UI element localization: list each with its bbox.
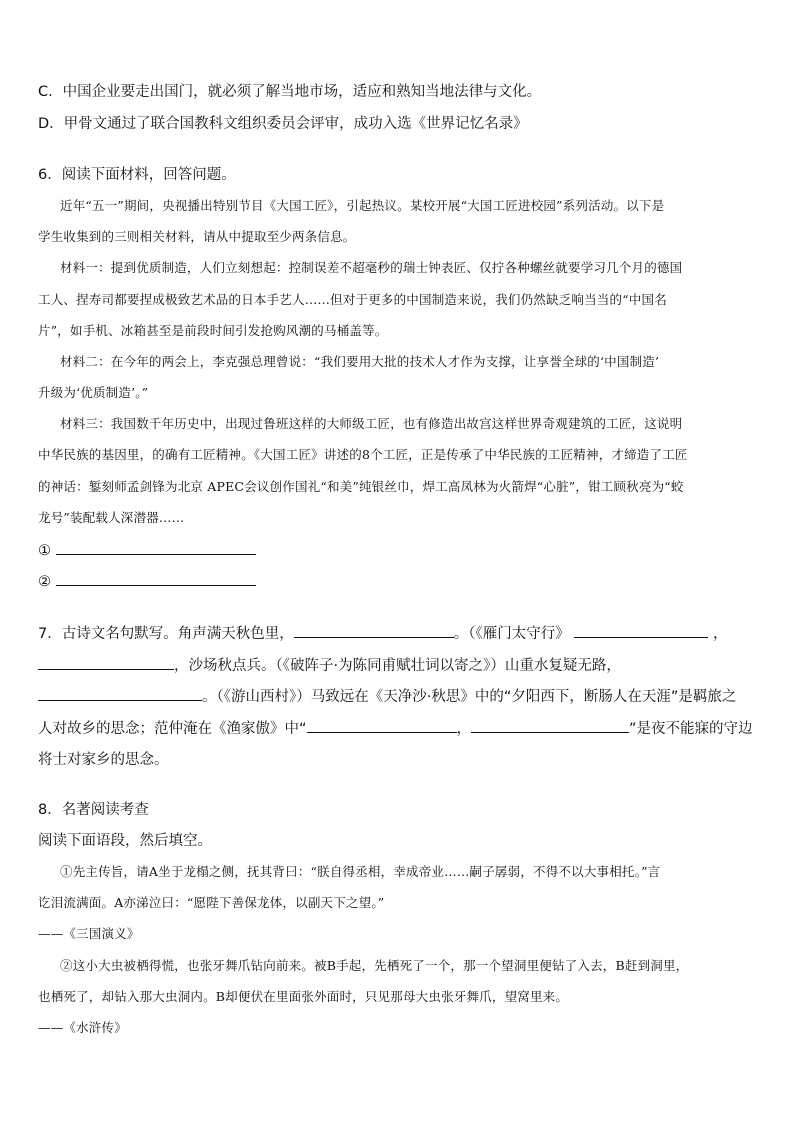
q7-line-1-text-b: 。（《雁门太守行》 — [453, 626, 570, 642]
q6-material-3-line-1: 材料三：我国数千年历史中，出现过鲁班这样的大师级工匠，也有修造出故宫这样世界奇观建筑的工匠，这说明 — [60, 416, 683, 431]
q6-intro-line-2: 学生收集到的三则相关材料，请从中提取至少两条信息。 — [38, 229, 356, 244]
q6-material-1-line-2: 工人、捏寿司都要捏成极致艺术品的日本手艺人……但对于更多的中国制造来说，我们仍然缺乏响当当的“中国名 — [38, 292, 667, 307]
q7-blank-3[interactable] — [38, 655, 174, 670]
q7-blank-1[interactable] — [294, 623, 454, 638]
q6-material-3-line-4: 龙号”装配载人深潜器…… — [38, 510, 185, 525]
q7-line-1 — [38, 623, 727, 644]
q6-answer-2-label: ② — [38, 574, 51, 590]
q7-blank-2[interactable] — [574, 623, 708, 638]
q8-passage-1-line-2: 讫泪流满面。A亦涕泣曰：“愿陛下善保龙体，以副天下之望。” — [38, 895, 385, 910]
q6-answer-2-blank[interactable] — [56, 571, 256, 586]
q6-answer-2 — [38, 571, 256, 592]
q8-passage-2-line-1: ②这小大虫被栖得慌，也张牙舞爪钻向前来。被B手起，先栖死了一个，那一个望洞里便钻了入去，B赶到洞里， — [60, 958, 689, 973]
q8-heading: 8．名著阅读考查 — [38, 802, 149, 818]
q7-line-2-text: ，沙场秋点兵。（《破阵子·为陈同甫赋壮词以寄之》）山重水复疑无路， — [174, 658, 621, 674]
q5-option-c: C．中国企业要走出国门，就必须了解当地市场，适应和熟知当地法律与文化。 — [38, 84, 542, 100]
q7-line-2 — [38, 655, 621, 676]
q6-material-3-line-3: 的神话：錾刻师孟剑锋为北京 APEC会议创作国礼“和美”纯银丝巾，焊工高凤林为火箭焊“心脏”，钳工顾秋亮为“蛟 — [38, 479, 684, 494]
q7-blank-6[interactable] — [471, 718, 629, 733]
q7-line-5: 将士对家乡的思念。 — [38, 752, 169, 768]
q5-option-d: D．甲骨文通过了联合国教科文组织委员会评审，成功入选《世界记忆名录》 — [38, 116, 528, 132]
q7-line-4-text-a: 人对故乡的思念；范仲淹在《渔家傲》中“ — [38, 721, 307, 737]
q7-line-4-text-c: ”是夜不能寐的守边 — [629, 721, 753, 737]
q8-passage-1-source: ——《三国演义》 — [38, 926, 140, 941]
q8-instruction: 阅读下面语段，然后填空。 — [38, 833, 212, 849]
q7-line-1-text-c: ， — [712, 626, 728, 642]
q6-material-3-line-2: 中华民族的基因里，的确有工匠精神。《大国工匠》讲述的8个工匠，正是传承了中华民族的工匠精神，才缔造了工匠 — [38, 447, 688, 462]
q6-material-2-line-1: 材料二：在今年的两会上，李克强总理曾说：“我们要用大批的技术人才作为支撑，让享誉全球的‘中国制造’ — [60, 354, 660, 369]
q7-line-3-text: 。（《游山西村》）马致远在《天净沙·秋思》中的“夕阳西下，断肠人在天涯”是羁旅之 — [202, 689, 737, 705]
q6-answer-1-label: ① — [38, 543, 51, 559]
q8-passage-1-line-1: ①先主传旨，请A坐于龙榻之侧，抚其背曰：“朕自得丞相，幸成帝业……嗣子孱弱，不得不以大事相托。”言 — [60, 864, 661, 879]
q7-line-1-text-a: 7．古诗文名句默写。角声满天秋色里， — [38, 626, 294, 642]
q7-blank-5[interactable] — [307, 718, 457, 733]
q6-answer-1 — [38, 540, 256, 561]
q6-material-2-line-2: 升级为‘优质制造’。” — [38, 385, 149, 400]
q6-answer-1-blank[interactable] — [56, 540, 256, 555]
q6-heading: 6．阅读下面材料，回答问题。 — [38, 167, 236, 183]
q7-blank-4[interactable] — [38, 686, 202, 701]
q6-intro-line-1: 近年“五一”期间，央视播出特别节目《大国工匠》，引起热议。某校开展“大国工匠进校园”系列活动。以下是 — [60, 198, 665, 213]
q7-line-4-text-b: ， — [456, 721, 472, 737]
q6-material-1-line-1: 材料一：提到优质制造，人们立刻想起：控制误差不超毫秒的瑞士钟表匠、仅拧各种螺丝就要学习几个月的德国 — [60, 260, 683, 275]
q6-material-1-line-3: 片”，如手机、冰箱甚至是前段时间引发抢购风潮的马桶盖等。 — [38, 323, 388, 338]
q8-passage-2-line-2: 也栖死了，却钻入那大虫洞内。B却便伏在里面张外面时，只见那母大虫张牙舞爪，望窝里来。 — [38, 989, 569, 1004]
q7-line-3 — [38, 686, 736, 707]
q7-line-4 — [38, 718, 753, 739]
q8-passage-2-source: ——《水浒传》 — [38, 1020, 127, 1035]
